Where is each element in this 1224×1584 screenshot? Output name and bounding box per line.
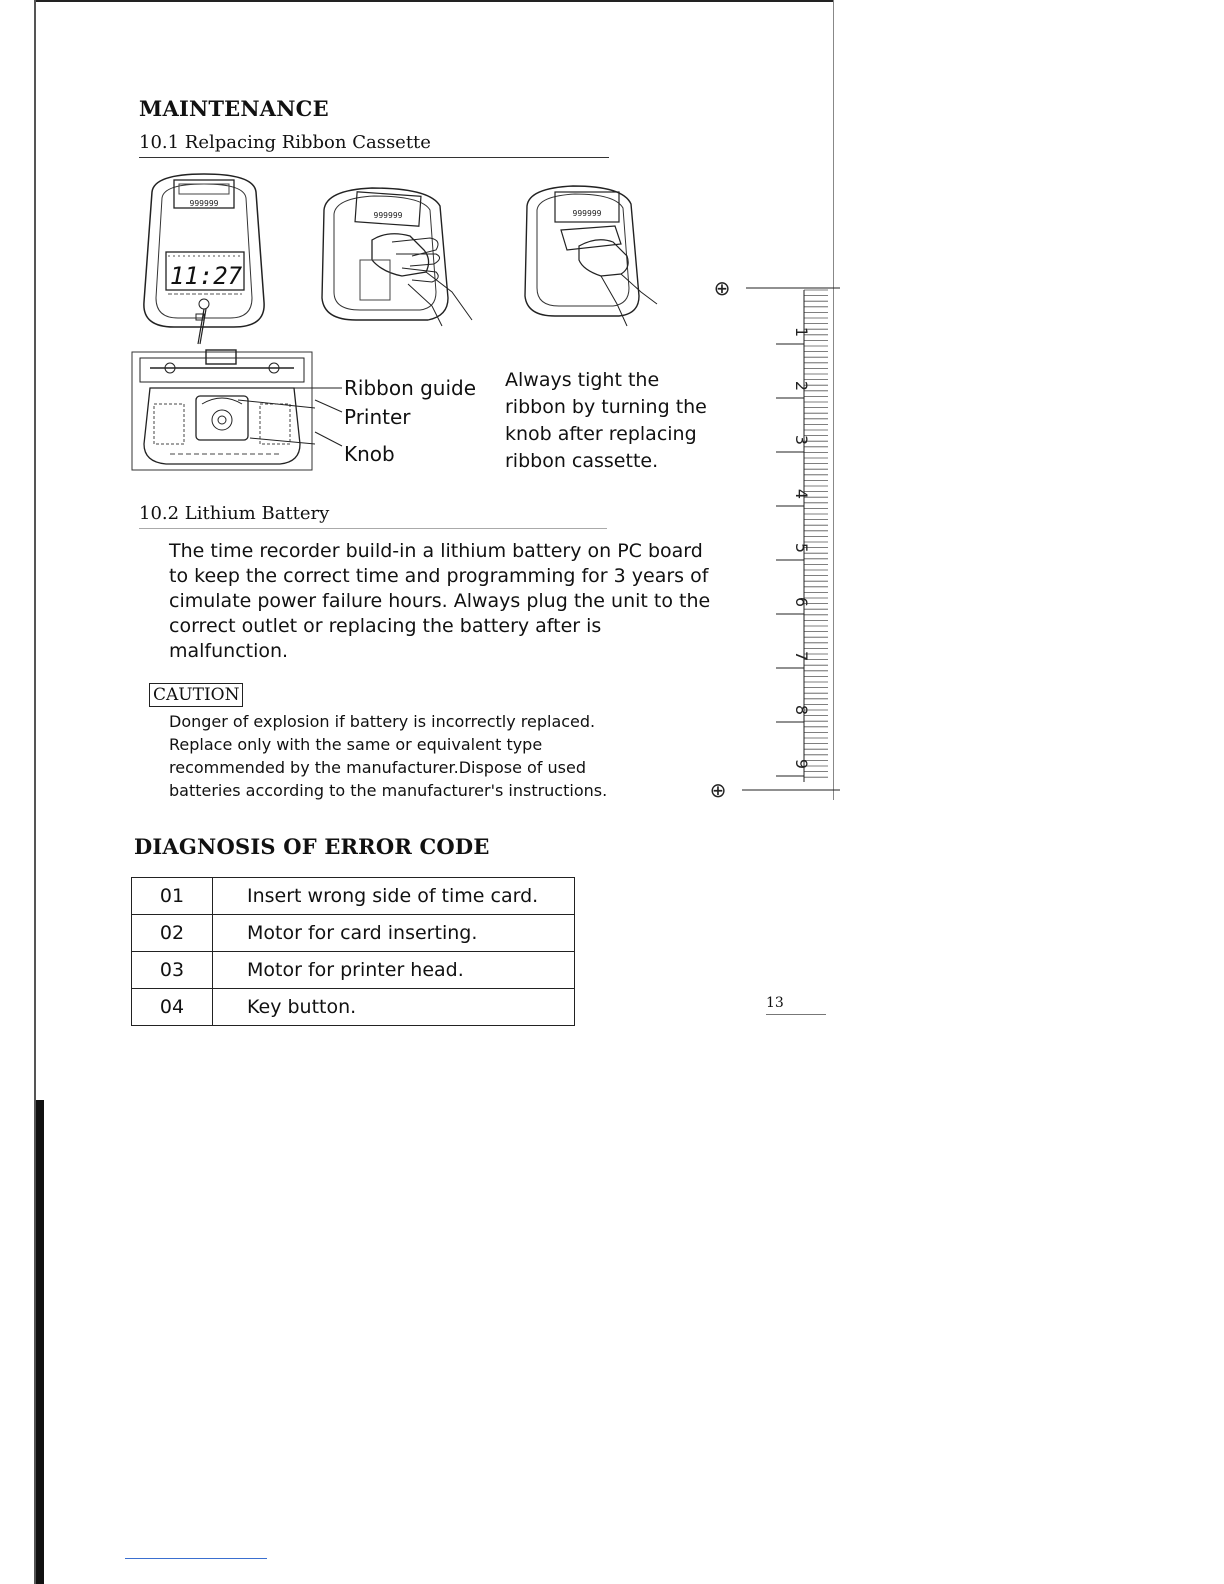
error-code: 02 — [132, 915, 213, 952]
error-code: 04 — [132, 989, 213, 1026]
error-description: Motor for card inserting. — [213, 915, 575, 952]
error-code-table — [131, 877, 575, 1026]
scan-edge-top — [34, 0, 834, 2]
battery-section-heading: 10.2 Lithium Battery — [139, 503, 607, 529]
callout-ribbon-guide: Ribbon guide — [344, 376, 477, 400]
svg-text:999999: 999999 — [189, 199, 219, 208]
error-description: Insert wrong side of time card. — [213, 878, 575, 915]
ruler-number: 2 — [792, 380, 811, 392]
battery-paragraph: The time recorder build-in a lithium battery on PC board to keep the correct time and programming for 3 years of cimulate power failure hours. Always plug the unit to the correct outlet or replacing the battery after is malfunction. — [169, 540, 711, 662]
table-row — [132, 952, 575, 989]
cassette-access-illustration — [517, 180, 662, 330]
register-mark-bottom: ⊕ — [709, 778, 727, 800]
opening-cover-illustration — [312, 180, 477, 330]
ribbon-note: Always tight the ribbon by turning the knob after replacing ribbon cassette. — [505, 369, 707, 472]
time-recorder-front-illustration — [134, 172, 274, 372]
table-row — [132, 915, 575, 952]
binder-shadow — [36, 1100, 44, 1584]
page-number: 13 — [766, 995, 826, 1015]
error-description: Motor for printer head. — [213, 952, 575, 989]
ruler-number: 3 — [792, 434, 811, 446]
ruler-number: 4 — [792, 488, 811, 500]
maintenance-title: MAINTENANCE — [139, 96, 329, 121]
ruler-number: 9 — [792, 758, 811, 770]
ruler-number: 5 — [792, 542, 811, 554]
register-mark-top: ⊕ — [713, 276, 731, 300]
clock-display: 11:27 — [169, 262, 243, 290]
error-description: Key button. — [213, 989, 575, 1026]
svg-text:999999: 999999 — [373, 211, 403, 220]
measurement-ruler — [700, 270, 840, 800]
callout-printer: Printer — [344, 405, 411, 429]
callout-leader-lines — [300, 382, 350, 462]
error-code: 01 — [132, 878, 213, 915]
caution-text: Donger of explosion if battery is incorrectly replaced. Replace only with the same or equivalent type recommended by the manufacturer.Dispose of used batteries according to the manufacturer's instructions. — [169, 712, 608, 800]
caution-label: CAUTION — [149, 683, 243, 707]
printer-interior-illustration — [130, 348, 315, 476]
ribbon-section-heading: 10.1 Relpacing Ribbon Cassette — [139, 132, 609, 158]
svg-text:999999: 999999 — [572, 209, 602, 218]
bottom-rule — [125, 1558, 267, 1559]
diagnosis-title: DIAGNOSIS OF ERROR CODE — [134, 834, 490, 859]
ruler-number: 1 — [792, 326, 811, 338]
ruler-number: 8 — [792, 704, 811, 716]
error-code: 03 — [132, 952, 213, 989]
callout-knob: Knob — [344, 442, 395, 466]
ruler-number: 7 — [792, 650, 811, 662]
table-row — [132, 878, 575, 915]
table-row — [132, 989, 575, 1026]
ruler-labels — [792, 327, 811, 769]
ruler-number: 6 — [792, 596, 811, 608]
